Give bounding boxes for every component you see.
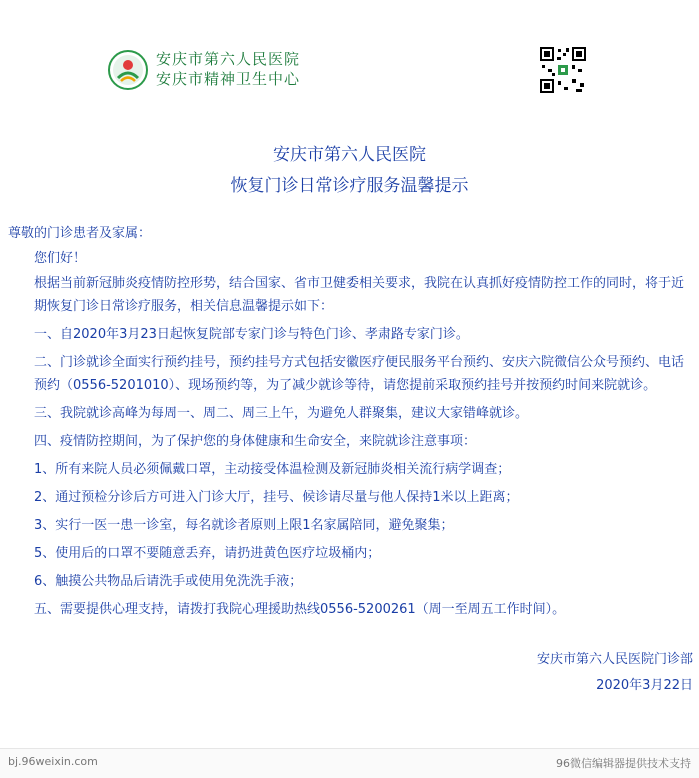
- notice-item: 2、通过预检分诊后方可进入门诊大厅，挂号、候诊请尽量与他人保持1米以上距离；: [34, 490, 519, 505]
- notice-item: 一、自2020年3月23日起恢复院部专家门诊与特色门诊、孝肃路专家门诊。: [34, 327, 469, 342]
- hospital-logo-icon: [108, 50, 148, 90]
- notice-item: 5、使用后的口罩不要随意丢弃，请扔进黄色医疗垃圾桶内；: [34, 546, 381, 561]
- notice-item: 3、实行一医一患一诊室，每名就诊者原则上限1名家属陪同，避免聚集；: [34, 518, 454, 533]
- qr-code-icon[interactable]: [538, 45, 588, 95]
- signature: 安庆市第六人民医院门诊部: [536, 652, 693, 667]
- notice-item: 6、触摸公共物品后请洗手或使用免洗洗手液；: [34, 574, 303, 589]
- hospital-name: 安庆市第六人民医院: [156, 50, 301, 68]
- intro-paragraph: 根据当前新冠肺炎疫情防控形势，结合国家、省市卫健委相关要求，我院在认真抓好疫情防控工作的同时，将于近期恢复门诊日常诊疗服务，相关信息温馨提示如下：: [34, 276, 685, 314]
- footer-site-link[interactable]: bj.96weixin.com: [8, 755, 98, 768]
- notice-item: 五、需要提供心理支持，请拨打我院心理援助热线0556-5200261（周一至周五工作时间）。: [34, 602, 566, 617]
- document-header: [0, 0, 699, 120]
- notice-title: 安庆市第六人民医院: [273, 145, 426, 165]
- notice-date: 2020年3月22日: [596, 678, 693, 693]
- greeting: 您们好！: [34, 251, 87, 266]
- hospital-subname: 安庆市精神卫生中心: [156, 70, 301, 88]
- salutation: 尊敬的门诊患者及家属：: [8, 226, 152, 241]
- page-footer: [0, 748, 699, 778]
- footer-credit: 96微信编辑器提供技术支持: [556, 757, 691, 770]
- notice-item: 二、门诊就诊全面实行预约挂号，预约挂号方式包括安徽医疗便民服务平台预约、安庆六院微信公众号预约、电话预约（0556-5201010）、现场预约等，为了减少就诊等待，请您提前采取预约挂号并按预约时间来院就诊。: [34, 355, 685, 393]
- notice-item: 四、疫情防控期间，为了保护您的身体健康和生命安全，来院就诊注意事项：: [34, 434, 477, 449]
- notice-item: 三、我院就诊高峰为每周一、周二、周三上午，为避免人群聚集，建议大家错峰就诊。: [34, 406, 529, 421]
- notice-subtitle: 恢复门诊日常诊疗服务温馨提示: [230, 176, 469, 196]
- notice-body: [8, 222, 688, 621]
- notice-item: 1、所有来院人员必须佩戴口罩，主动接受体温检测及新冠肺炎相关流行病学调查；: [34, 462, 511, 477]
